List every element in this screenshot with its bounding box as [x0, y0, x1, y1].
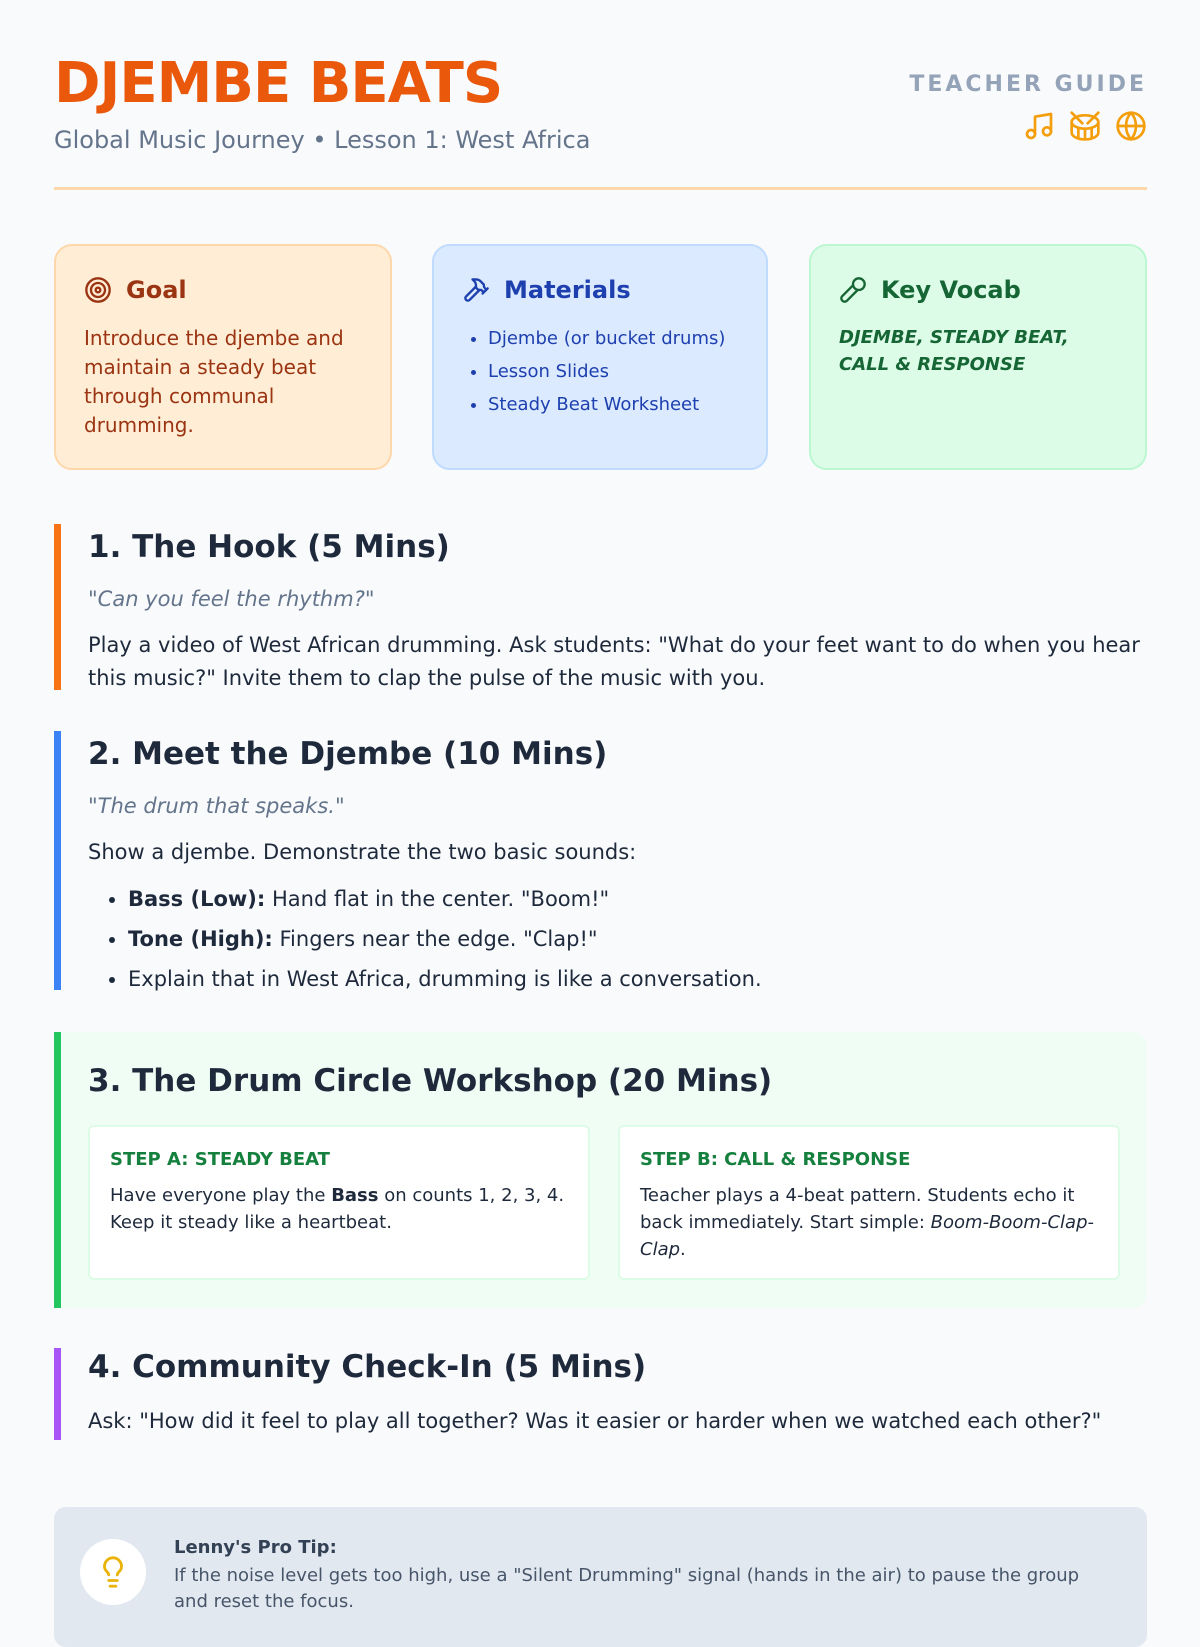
summary-cards	[54, 244, 1147, 470]
section-text: Show a djembe. Demonstrate the two basic sounds:	[88, 840, 637, 864]
section-title: 4. Community Check-In (5 Mins)	[88, 1349, 647, 1385]
section-title: 2. Meet the Djembe (10 Mins)	[88, 736, 608, 772]
section-text: Ask: "How did it feel to play all together? Was it easier or harder when we watched each other?"	[88, 1409, 1102, 1433]
teacher-guide-label: TEACHER GUIDE	[909, 72, 1147, 97]
goal-card-header	[84, 276, 362, 304]
list-item	[128, 919, 1147, 959]
section-quote: "Can you feel the rhythm?"	[88, 587, 375, 611]
vocab-line: DJEMBE, STEADY BEAT,	[839, 327, 1069, 348]
globe-icon	[1115, 110, 1147, 142]
section-meet-djembe	[54, 731, 1147, 990]
section-title: 3. The Drum Circle Workshop (20 Mins)	[88, 1063, 773, 1099]
tip-text: If the noise level gets too high, use a "Silent Drumming" signal (hands in the air) to pause the group and reset the focus.	[174, 1565, 1080, 1612]
workshop-steps	[88, 1125, 1126, 1280]
materials-item: • Steady Beat Worksheet	[488, 388, 738, 421]
lightbulb-icon	[96, 1555, 130, 1589]
list-item	[128, 959, 1147, 999]
drum-icon	[1069, 110, 1101, 142]
sound-list	[88, 879, 1147, 999]
section-hook	[54, 524, 1147, 690]
section-workshop	[54, 1032, 1147, 1308]
goal-card	[54, 244, 392, 470]
page-title: DJEMBE BEATS	[54, 51, 503, 116]
vocab-line: CALL & RESPONSE	[839, 354, 1026, 375]
pro-tip-box	[54, 1507, 1147, 1647]
microphone-icon	[839, 276, 867, 304]
step-title: STEP B: CALL & RESPONSE	[640, 1149, 911, 1170]
section-text: Play a video of West African drumming. Ask students: "What do your feet want to do when you hear this music?" Invite them to clap the pulse of the music with you.	[88, 633, 1140, 690]
tip-icon-badge	[80, 1539, 146, 1605]
goal-card-text: Introduce the djembe and maintain a steady beat through communal drumming.	[84, 326, 344, 437]
step-text: Teacher plays a 4-beat pattern. Students echo it back immediately. Start simple:	[640, 1185, 1075, 1233]
vocab-card	[809, 244, 1147, 470]
hammer-icon	[462, 276, 490, 304]
target-icon	[84, 276, 112, 304]
step-bold-term: Bass	[331, 1185, 379, 1206]
materials-card-header	[462, 276, 738, 304]
vocab-card-header	[839, 276, 1117, 304]
section-title: 1. The Hook (5 Mins)	[88, 529, 450, 565]
header	[54, 0, 1147, 190]
section-quote: "The drum that speaks."	[88, 794, 345, 818]
vocab-card-text	[839, 324, 1117, 378]
step-body	[640, 1182, 1098, 1263]
materials-card	[432, 244, 768, 470]
list-item-text: Explain that in West Africa, drumming is like a conversation.	[128, 967, 762, 991]
section-check-in	[54, 1348, 1147, 1440]
materials-list	[462, 322, 738, 421]
step-a-card	[88, 1125, 590, 1280]
step-text: Have everyone play the	[110, 1185, 332, 1206]
step-text: .	[680, 1239, 686, 1260]
step-title: STEP A: STEADY BEAT	[110, 1149, 330, 1170]
tip-label: Lenny's Pro Tip:	[174, 1537, 337, 1558]
list-item	[128, 879, 1147, 919]
header-icons	[1023, 110, 1147, 142]
step-b-card	[618, 1125, 1120, 1280]
vocab-card-title: Key Vocab	[881, 276, 1021, 304]
page-subtitle: Global Music Journey • Lesson 1: West Africa	[54, 126, 591, 154]
materials-item: • Lesson Slides	[488, 355, 738, 388]
materials-item: • Djembe (or bucket drums)	[488, 322, 738, 355]
music-note-icon	[1023, 110, 1055, 142]
step-pattern: Boom-Boom-Clap-Clap	[640, 1212, 1094, 1260]
step-body	[110, 1182, 568, 1236]
goal-card-title: Goal	[126, 276, 187, 304]
list-item-text: Fingers near the edge. "Clap!"	[272, 927, 598, 951]
materials-card-title: Materials	[504, 276, 631, 304]
list-item-text: Hand flat in the center. "Boom!"	[265, 887, 610, 911]
lesson-page	[54, 0, 1147, 1612]
list-item-label: Tone (High):	[128, 927, 273, 951]
list-item-label: Bass (Low):	[128, 887, 266, 911]
step-text: on counts 1, 2, 3, 4. Keep it steady like a heartbeat.	[110, 1185, 565, 1233]
